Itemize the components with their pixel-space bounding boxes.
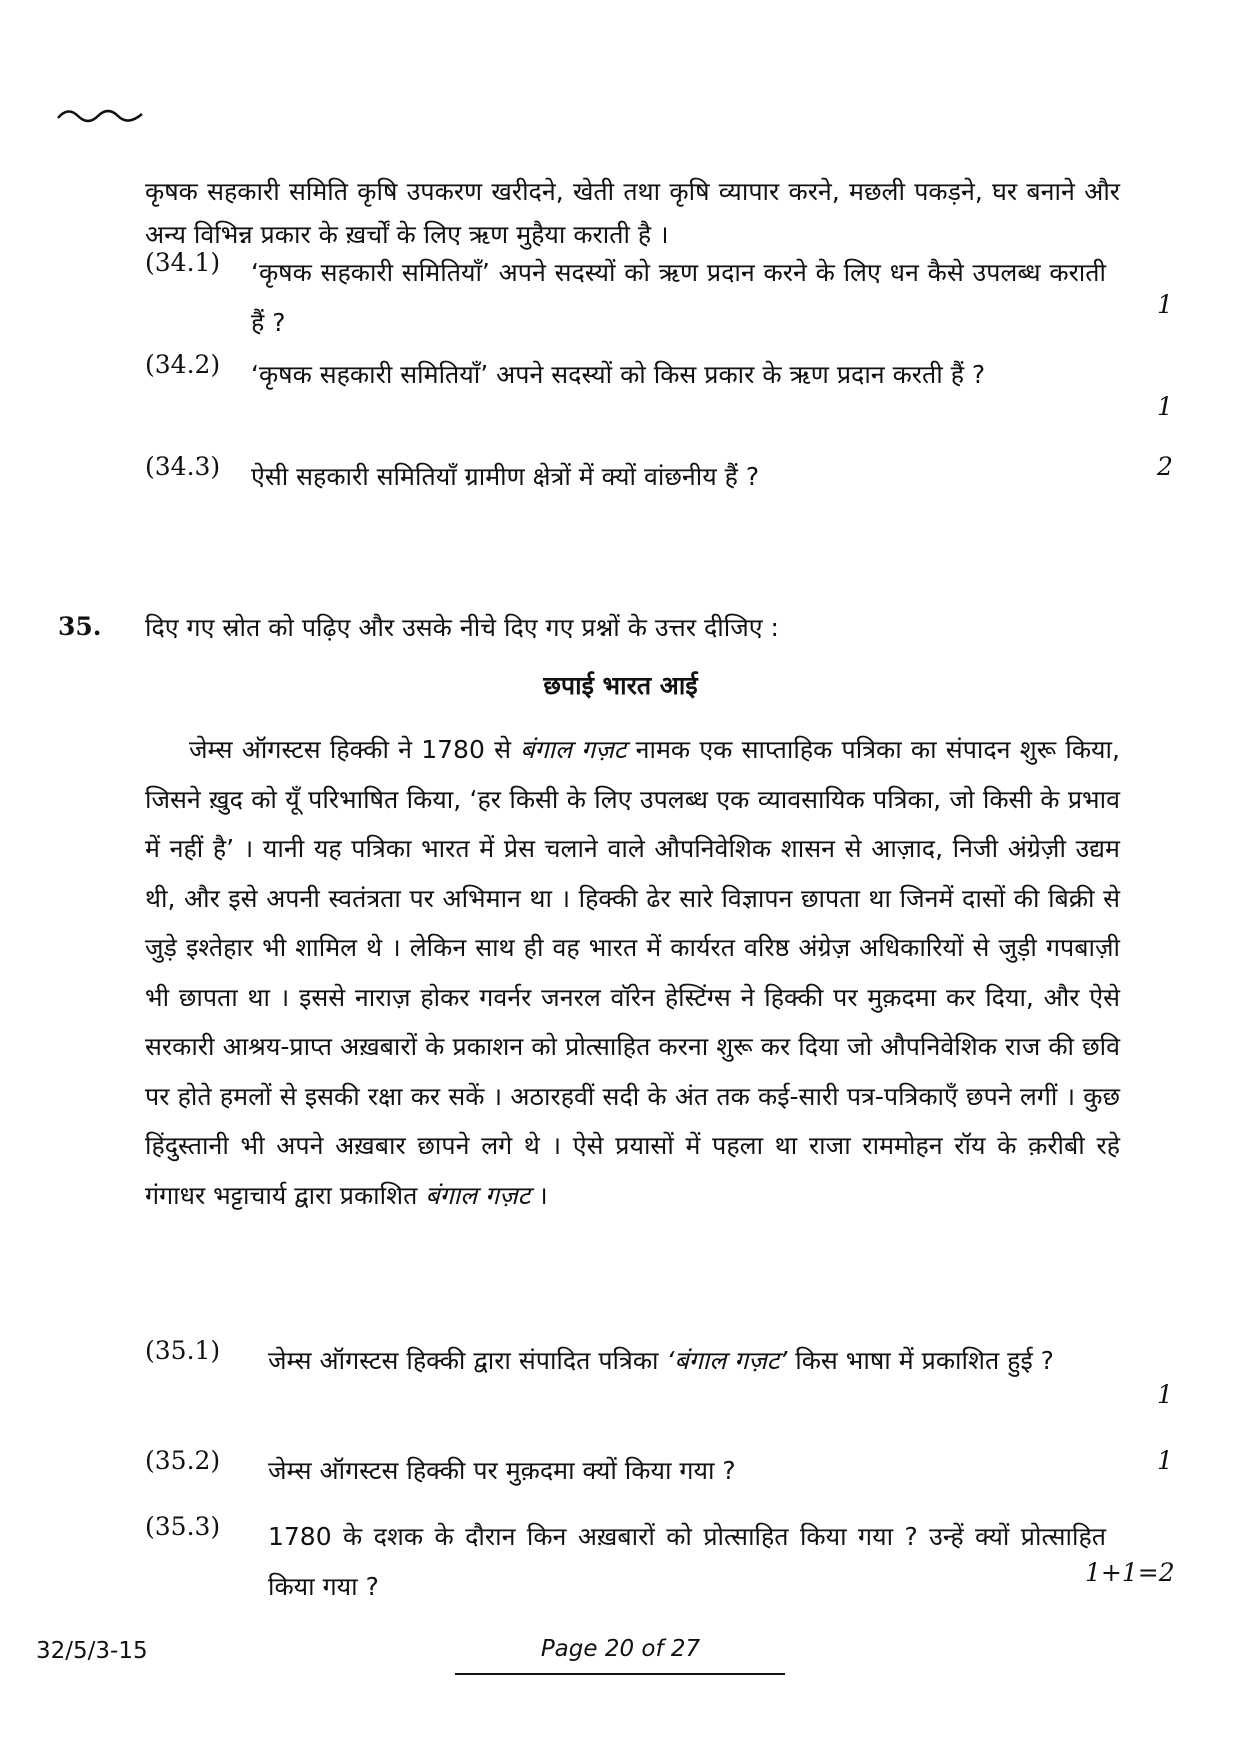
- subquestion-text: [268, 1336, 1106, 1386]
- subquestion-35-1: [145, 1336, 1241, 1436]
- marks: 1: [1157, 392, 1173, 421]
- subquestion-34-1: [145, 248, 1241, 348]
- question-number: 35.: [58, 612, 102, 641]
- subquestion-text: 1780 के दशक के दौरान किन अख़बारों को प्रोत्साहित किया गया ? उन्हें क्यों प्रोत्साहित किया गया ?: [268, 1522, 1106, 1601]
- source-text: ।: [530, 1180, 548, 1210]
- subquestion-34-2: [145, 350, 1241, 450]
- question-instruction: दिए गए स्रोत को पढ़िए और उसके नीचे दिए गए प्रश्नों के उत्तर दीजिए :: [145, 613, 779, 642]
- subquestion-35-3: [145, 1512, 1241, 1612]
- subquestion-italic-title: ‘बंगाल गज़ट’: [666, 1346, 788, 1375]
- source-passage: [145, 725, 1120, 1220]
- subquestion-34-3: [145, 452, 1241, 502]
- subquestion-text: ऐसी सहकारी समितियाँ ग्रामीण क्षेत्रों में क्यों वांछनीय हैं ?: [251, 462, 760, 491]
- page-number: Page 20 of 27: [540, 1636, 701, 1662]
- marks: 2: [1157, 452, 1173, 481]
- subquestion-number: (34.2): [145, 350, 221, 379]
- subquestion-text: ‘कृषक सहकारी समितियाँ’ अपने सदस्यों को किस प्रकार के ऋण प्रदान करती हैं ?: [251, 360, 986, 389]
- marks: 1: [1157, 290, 1173, 319]
- subquestion-number: (35.3): [145, 1512, 221, 1541]
- subquestion-number: (34.1): [145, 248, 221, 277]
- subquestion-text-part: जेम्स ऑगस्टस हिक्की द्वारा संपादित पत्रिका: [268, 1346, 667, 1375]
- source-heading: छपाई भारत आई: [543, 671, 698, 700]
- subquestion-text: ‘कृषक सहकारी समितियाँ’ अपने सदस्यों को ऋण प्रदान करने के लिए धन कैसे उपलब्ध कराती हैं ?: [251, 258, 1106, 337]
- subquestion-number: (35.2): [145, 1446, 221, 1475]
- intro-paragraph: कृषक सहकारी समिति कृषि उपकरण खरीदने, खेती तथा कृषि व्यापार करने, मछली पकड़ने, घर बनाने और अन्य विभिन्न प्रकार के ख़र्चों के लिए ऋण मुहैया कराती है ।: [145, 177, 1120, 249]
- subquestion-number: (35.1): [145, 1336, 221, 1365]
- paper-code: 32/5/3-15: [36, 1638, 148, 1664]
- source-text: नामक एक साप्ताहिक पत्रिका का संपादन शुरू किया, जिसने ख़ुद को यूँ परिभाषित किया, ‘हर किसी के लिए उपलब्ध एक व्यावसायिक पत्रिका, जो किसी के प्रभाव में नहीं है’ । यानी यह पत्रिका भारत में प्रेस चलाने वाले औपनिवेशिक शासन से आज़ाद, निजी अंग्रेज़ी उद्यम थी, और इसे अपनी स्वतंत्रता पर अभिमान था । हिक्की ढेर सारे विज्ञापन छापता था जिनमें दासों की बिक्री से जुड़े इश्तेहार भी शामिल थे । लेकिन साथ ही वह भारत में कार्यरत वरिष्ठ अंग्रेज़ अधिकारियों से जुड़ी गपबाज़ी भी छापता था । इससे नाराज़ होकर गवर्नर जनरल वॉरेन हेस्टिंग्स ने हिक्की पर मुक़दमा कर दिया, और ऐसे सरकारी आश्रय-प्राप्त अख़बारों के प्रकाशन को प्रोत्साहित करना शुरू कर दिया जो औपनिवेशिक राज की छवि पर होते हमलों से इसकी रक्षा कर सकें । अठारहवीं सदी के अंत तक कई-सारी पत्र-पत्रिकाएँ छपने लगीं । कुछ हिंदुस्तानी भी अपने अख़बार छापने लगे थे । ऐसे प्रयासों में पहला था राजा राममोहन रॉय के क़रीबी रहे गंगाधर भट्टाचार्य द्वारा प्रकाशित: [145, 735, 1120, 1210]
- marks: 1+1=2: [1085, 1558, 1175, 1587]
- wave-mark: [56, 104, 146, 128]
- subquestion-35-2: [145, 1446, 1241, 1496]
- subquestion-number: (34.3): [145, 452, 221, 481]
- source-italic-title: बंगाल गज़ट: [425, 1180, 531, 1210]
- source-italic-title: बंगाल गज़ट: [520, 735, 627, 764]
- subquestion-text: जेम्स ऑगस्टस हिक्की पर मुक़दमा क्यों किया गया ?: [268, 1456, 736, 1485]
- subquestion-text-part: किस भाषा में प्रकाशित हुई ?: [787, 1346, 1054, 1375]
- source-text: जेम्स ऑगस्टस हिक्की ने 1780 से: [189, 735, 521, 764]
- footer-divider: [455, 1673, 785, 1675]
- marks: 1: [1157, 1446, 1173, 1475]
- marks: 1: [1157, 1380, 1173, 1409]
